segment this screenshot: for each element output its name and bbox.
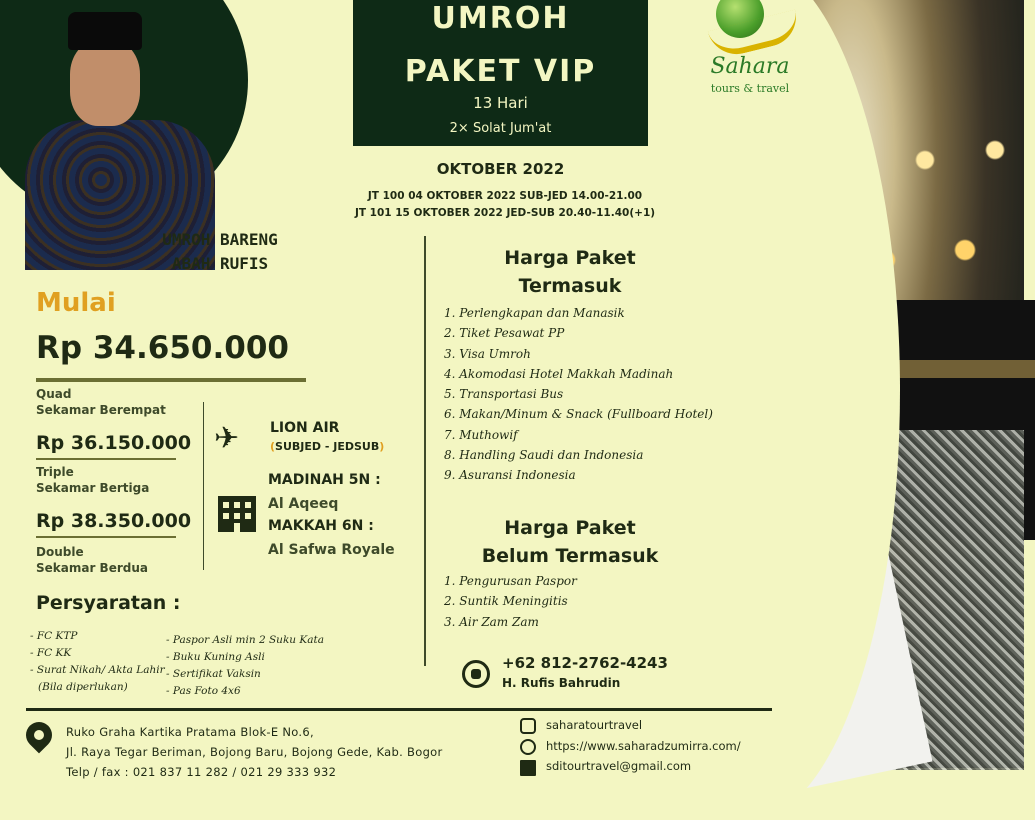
list-item: 3. Visa Umroh bbox=[444, 346, 531, 361]
route-text: SUBJED - JEDSUB bbox=[275, 440, 380, 453]
list-item: 1. Pengurusan Paspor bbox=[444, 574, 577, 588]
excluded-title bbox=[440, 514, 700, 570]
logo-name: Sahara bbox=[710, 54, 790, 79]
triple-label bbox=[36, 464, 149, 496]
email-icon bbox=[520, 760, 536, 776]
price-underline bbox=[36, 378, 306, 382]
sahara-logo bbox=[690, 0, 810, 100]
airplane-icon: ✈ bbox=[214, 421, 240, 456]
req-item: - Paspor Asli min 2 Suku Kata bbox=[166, 634, 324, 646]
portrait-photo bbox=[0, 0, 248, 220]
excluded-title-2: Belum Termasuk bbox=[481, 545, 659, 567]
requirements-title: Persyaratan : bbox=[36, 592, 181, 614]
double-label-2: Sekamar Berdua bbox=[36, 561, 148, 575]
divider-middle bbox=[424, 236, 426, 666]
req-item: - Surat Nikah/ Akta Lahir bbox=[30, 664, 165, 676]
makkah-hotel: Al Safwa Royale bbox=[268, 542, 395, 558]
address-line3: Telp / fax : 021 837 11 282 / 021 29 333 932 bbox=[66, 765, 337, 779]
quad-label-1: Quad bbox=[36, 387, 72, 401]
triple-label-2: Sekamar Bertiga bbox=[36, 481, 150, 495]
title-duration: 13 Hari bbox=[473, 94, 528, 112]
flight-2: JT 101 15 OKTOBER 2022 JED-SUB 20.40-11.40(+1) bbox=[354, 207, 656, 219]
divider-left bbox=[203, 402, 204, 570]
phone-number[interactable]: +62 812-2762-4243 bbox=[502, 654, 668, 672]
month-heading: OKTOBER 2022 bbox=[436, 160, 565, 178]
req-item: - FC KTP bbox=[30, 630, 78, 642]
tagline bbox=[140, 228, 300, 276]
double-underline bbox=[36, 536, 176, 538]
hotel-building-icon bbox=[218, 496, 256, 532]
globe-web-icon bbox=[520, 739, 536, 755]
route-label bbox=[270, 440, 384, 453]
logo-sub: tours & travel bbox=[710, 82, 790, 95]
requirements-col1 bbox=[30, 628, 165, 696]
req-item: - Buku Kuning Asli bbox=[166, 651, 265, 663]
list-item: 2. Tiket Pesawat PP bbox=[444, 326, 565, 341]
list-item: 9. Asuransi Indonesia bbox=[444, 468, 576, 483]
req-item: - Sertifikat Vaksin bbox=[166, 668, 261, 680]
madinah-hotel: Al Aqeeq bbox=[268, 496, 339, 512]
included-title-2: Termasuk bbox=[518, 275, 622, 297]
title-jumat: 2× Solat Jum'at bbox=[449, 121, 552, 136]
requirements-col2 bbox=[166, 632, 324, 700]
website-link[interactable]: https://www.saharadzumirra.com/ bbox=[546, 739, 741, 753]
list-item: 5. Transportasi Bus bbox=[444, 387, 564, 402]
quad-label-2: Sekamar Berempat bbox=[36, 403, 166, 417]
quad-price: Rp 34.650.000 bbox=[36, 330, 289, 366]
double-label-1: Double bbox=[36, 545, 84, 559]
face-shape bbox=[70, 40, 140, 126]
makkah-label: MAKKAH 6N : bbox=[268, 518, 374, 534]
title-line2: PAKET VIP bbox=[404, 54, 597, 89]
title-line1: UMROH bbox=[431, 1, 570, 36]
triple-label-1: Triple bbox=[36, 465, 74, 479]
madinah-label: MADINAH 5N : bbox=[268, 472, 381, 488]
excluded-title-1: Harga Paket bbox=[504, 517, 636, 539]
flight-schedule bbox=[340, 188, 670, 222]
route-close: ) bbox=[379, 440, 385, 453]
flight-1: JT 100 04 OKTOBER 2022 SUB-JED 14.00-21.00 bbox=[367, 190, 643, 202]
included-title bbox=[440, 244, 700, 300]
list-item: 6. Makan/Minum & Snack (Fullboard Hotel) bbox=[444, 407, 713, 422]
double-label bbox=[36, 544, 148, 576]
included-title-1: Harga Paket bbox=[504, 247, 636, 269]
mulai-label: Mulai bbox=[36, 288, 116, 318]
address-block bbox=[66, 722, 443, 782]
list-item: 4. Akomodasi Hotel Makkah Madinah bbox=[444, 366, 674, 381]
list-item: 1. Perlengkapan dan Manasik bbox=[444, 306, 625, 320]
list-item: 7. Muthowif bbox=[444, 427, 518, 442]
title-box bbox=[353, 0, 648, 146]
req-item: (Bila diperlukan) bbox=[38, 681, 128, 693]
address-line1: Ruko Graha Kartika Pratama Blok-E No.6, bbox=[66, 725, 314, 739]
whatsapp-icon bbox=[462, 660, 490, 688]
double-price: Rp 38.350.000 bbox=[36, 510, 192, 532]
airline-name: LION AIR bbox=[270, 420, 340, 436]
instagram-handle[interactable]: saharatourtravel bbox=[546, 718, 643, 732]
list-item: 8. Handling Saudi dan Indonesia bbox=[444, 448, 644, 463]
peci-cap bbox=[68, 12, 142, 50]
list-item: 2. Suntik Meningitis bbox=[444, 594, 568, 609]
triple-underline bbox=[36, 458, 176, 460]
divider-bottom bbox=[26, 708, 772, 711]
location-pin-icon bbox=[21, 717, 58, 754]
req-item: - Pas Foto 4x6 bbox=[166, 685, 241, 697]
route-open: ( bbox=[270, 440, 276, 453]
triple-price: Rp 36.150.000 bbox=[36, 432, 192, 454]
tagline-line1: UMROH BARENG bbox=[162, 230, 278, 249]
address-line2: Jl. Raya Tegar Beriman, Bojong Baru, Bojong Gede, Kab. Bogor bbox=[66, 745, 443, 759]
included-list bbox=[444, 303, 713, 486]
email-address[interactable]: sditourtravel@gmail.com bbox=[546, 759, 692, 773]
contact-name: H. Rufis Bahrudin bbox=[502, 676, 621, 690]
list-item: 3. Air Zam Zam bbox=[444, 614, 539, 629]
instagram-icon bbox=[520, 718, 536, 734]
quad-label bbox=[36, 386, 166, 418]
excluded-list bbox=[444, 571, 577, 632]
tagline-line2: ABAH RUFIS bbox=[171, 254, 269, 273]
req-item: - FC KK bbox=[30, 647, 72, 659]
